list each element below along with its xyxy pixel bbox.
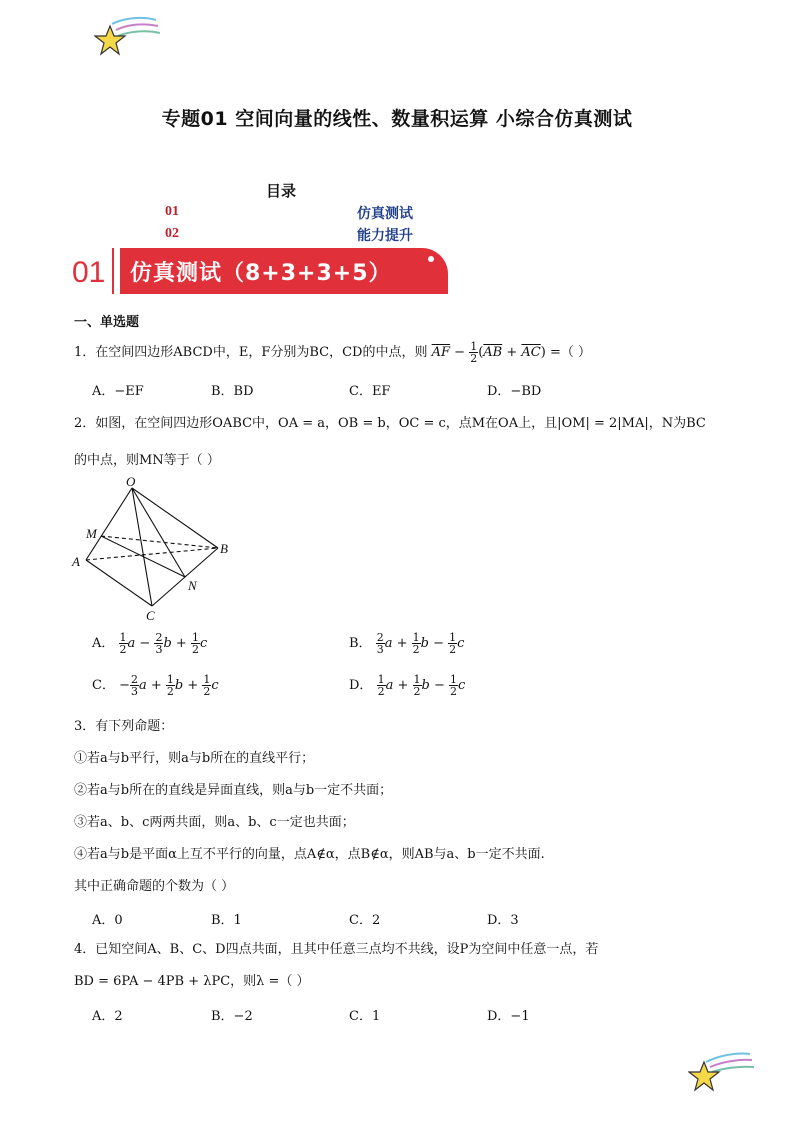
q2-line2: 的中点，则MN等于（ ）	[74, 453, 220, 468]
q1-tail: =（ ）	[549, 345, 591, 360]
q3-statement-4: ④若a与b是平面α上互不平行的向量，点A∉α，点B∉α，则AB与a、b一定不共面.	[74, 847, 545, 862]
q3-option-c[interactable]: C．2	[349, 913, 381, 928]
q3-option-a[interactable]: A．0	[92, 913, 123, 928]
toc-item-label[interactable]: 仿真测试	[357, 206, 413, 222]
q1-option-c[interactable]: C．EF	[349, 384, 391, 399]
q2-line1: 2．如图，在空间四边形OABC中，OA = a，OB = b，OC = c，点M在OA上，且|OM| = 2|MA|，N为BC	[74, 416, 706, 431]
q3-statement-3: ③若a、b、c两两共面，则a、b、c一定也共面；	[74, 815, 355, 830]
q3-intro: 3．有下列命题：	[74, 719, 174, 734]
q2-option-b[interactable]: B． $\frac{2}{3}$ a + $\frac{1}{2}$ b − $\frac{1}{2}$ c	[349, 631, 465, 656]
q1-expression: $\overline{AF}$ − $\frac{1}{2}$ $(\overline{AB} + \overline{AC})$	[431, 340, 546, 365]
q1-option-d[interactable]: D．−BD	[487, 384, 542, 399]
toc-item-label[interactable]: 能力提升	[357, 228, 413, 244]
q1-option-a[interactable]: A．−EF	[92, 384, 144, 399]
toc-item-num[interactable]: 01	[165, 204, 179, 219]
q3-statement-1: ①若a与b平行，则a与b所在的直线平行；	[74, 751, 315, 766]
vertex-label-b: B	[220, 541, 228, 556]
tetrahedron-figure	[68, 474, 248, 624]
q4-option-b[interactable]: B．−2	[211, 1009, 253, 1024]
vertex-label-m: M	[86, 526, 97, 541]
question-1	[74, 341, 591, 364]
banner-number: 01	[72, 256, 106, 289]
q3-option-d[interactable]: D．3	[487, 913, 519, 928]
q2-option-a[interactable]: A． $\frac{1}{2}$ a − $\frac{2}{3}$ b + $\frac{1}{2}$ c	[92, 631, 208, 656]
star-decoration-top	[94, 16, 164, 58]
vertex-label-a: A	[72, 554, 80, 569]
vertex-label-n: N	[188, 578, 197, 593]
q4-line1: 4．已知空间A、B、C、D四点共面，且其中任意三点均不共线，设P为空间中任意一点，若	[74, 942, 599, 957]
page-title: 专题01 空间向量的线性、数量积运算 小综合仿真测试	[161, 108, 633, 130]
banner-dot	[428, 256, 434, 262]
q3-option-b[interactable]: B．1	[211, 913, 242, 928]
banner-title: 仿真测试（8+3+3+5）	[130, 261, 392, 286]
vertex-label-o: O	[126, 474, 136, 489]
q3-ask: 其中正确命题的个数为（ ）	[74, 879, 235, 894]
toc-heading: 目录	[266, 182, 297, 200]
banner-divider	[114, 248, 120, 294]
section-heading: 一、单选题	[74, 315, 140, 330]
q1-option-b[interactable]: B．BD	[211, 384, 254, 399]
q2-option-d[interactable]: D． $\frac{1}{2}$ a + $\frac{1}{2}$ b − $\frac{1}{2}$ c	[349, 673, 466, 698]
q2-option-c[interactable]: C． − $\frac{2}{3}$ a + $\frac{1}{2}$ b + $\frac{1}{2}$ c	[92, 673, 219, 698]
toc-item-num[interactable]: 02	[165, 226, 179, 241]
vertex-label-c: C	[146, 608, 155, 623]
q4-line2: BD = 6PA − 4PB + λPC，则λ =（ ）	[74, 974, 310, 989]
q4-option-d[interactable]: D．−1	[487, 1009, 530, 1024]
q1-stem: 1．在空间四边形ABCD中，E，F分别为BC，CD的中点，则	[74, 345, 428, 360]
q3-statement-2: ②若a与b所在的直线是异面直线，则a与b一定不共面；	[74, 783, 393, 798]
star-decoration-bottom	[688, 1050, 758, 1092]
q4-option-c[interactable]: C．1	[349, 1009, 381, 1024]
q4-option-a[interactable]: A．2	[92, 1009, 123, 1024]
